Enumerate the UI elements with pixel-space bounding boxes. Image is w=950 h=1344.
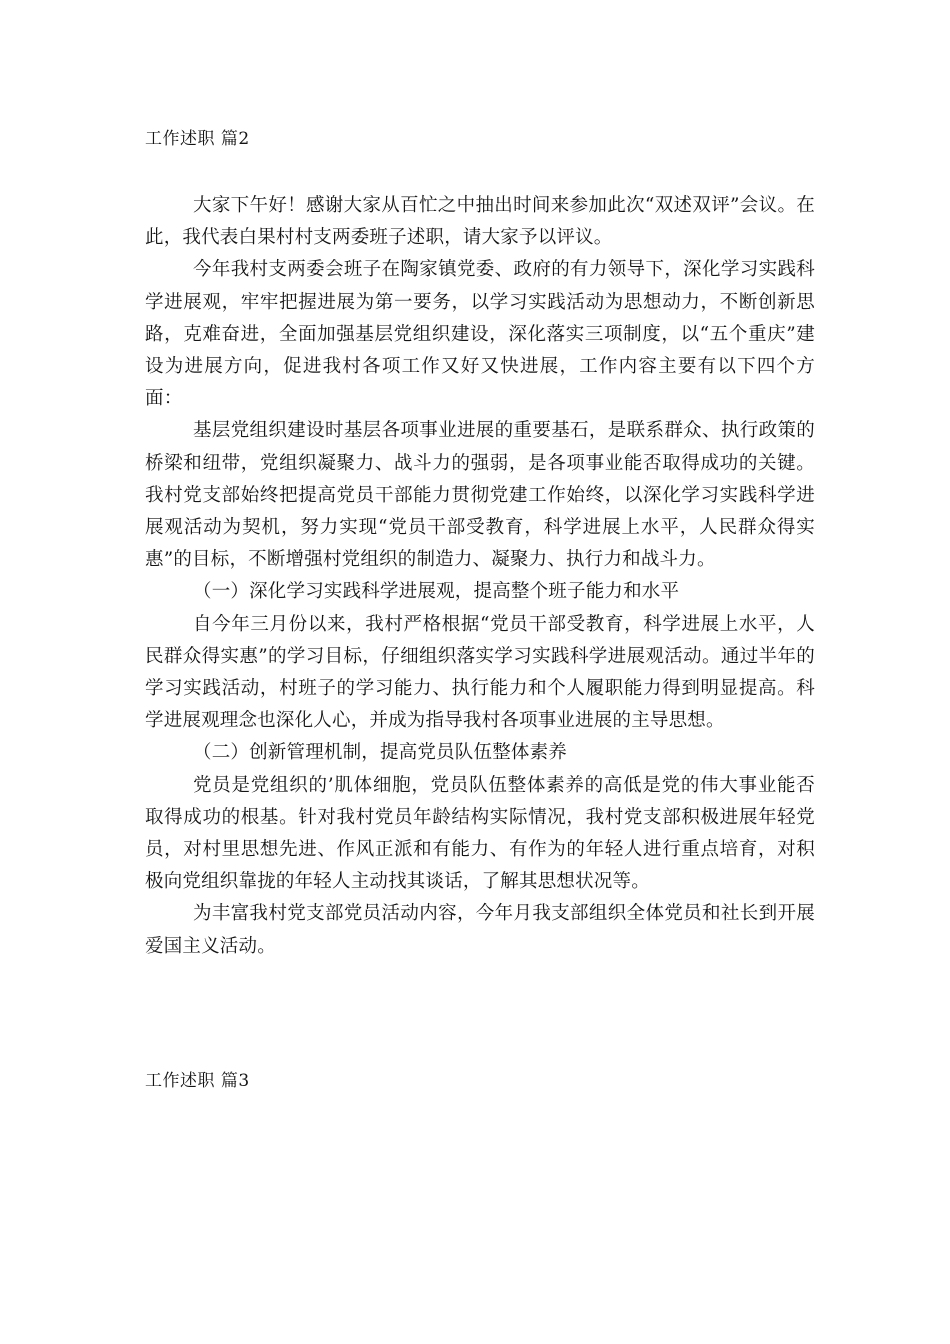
section-heading-2: 工作述职 篇2 xyxy=(145,129,250,149)
subheading-one: （一）深化学习实践科学进展观，提高整个班子能力和水平 xyxy=(193,581,680,603)
paragraph-overview: 今年我村支两委会班子在陶家镇党委、政府的有力领导下，深化学习实践科学进展观，牢牢把握进展为第一要务，以学习实践活动为思想动力，不断创新思路，克难奋进，全面加强基层党组织建设，深化落实三项制度，以“五个重庆”建设为进展方向，促进我村各项工作又好又快进展，工作内容主要有以下四个方面： xyxy=(145,259,815,410)
document-body xyxy=(145,190,815,963)
subheading-two: （二）创新管理机制，提高党员队伍整体素养 xyxy=(193,742,568,764)
paragraph-party-members: 党员是党组织的’肌体细胞，党员队伍整体素养的高低是党的伟大事业能否取得成功的根基。针对我村党员年龄结构实际情况，我村党支部积极进展年轻党员，对村里思想先进、作风正派和有能力、有作为的年轻人进行重点培育，对积极向党组织靠拢的年轻人主动找其谈话，了解其思想状况等。 xyxy=(145,774,815,893)
section-heading-3: 工作述职 篇3 xyxy=(145,1071,250,1091)
paragraph-study-practice: 自今年三月份以来，我村严格根据“党员干部受教育，科学进展上水平，人民群众得实惠”的学习目标，仔细组织落实学习实践科学进展观活动。通过半年的学习实践活动，村班子的学习能力、执行能力和个人履职能力得到明显提高。科学进展观理念也深化人心，并成为指导我村各项事业进展的主导思想。 xyxy=(145,613,815,732)
paragraph-greeting: 大家下午好！感谢大家从百忙之中抽出时间来参加此次“双述双评”会议。在此，我代表白果村村支两委班子述职，请大家予以评议。 xyxy=(145,195,815,249)
paragraph-party-building: 基层党组织建设时基层各项事业进展的重要基石，是联系群众、执行政策的桥梁和纽带，党组织凝聚力、战斗力的强弱，是各项事业能否取得成功的关键。我村党支部始终把提高党员干部能力贯彻党建工作始终，以深化学习实践科学进展观活动为契机，努力实现“党员干部受教育，科学进展上水平，人民群众得实惠”的目标，不断增强村党组织的制造力、凝聚力、执行力和战斗力。 xyxy=(145,420,815,571)
paragraph-activities: 为丰富我村党支部党员活动内容，今年月我支部组织全体党员和社长到开展爱国主义活动。 xyxy=(145,903,815,957)
